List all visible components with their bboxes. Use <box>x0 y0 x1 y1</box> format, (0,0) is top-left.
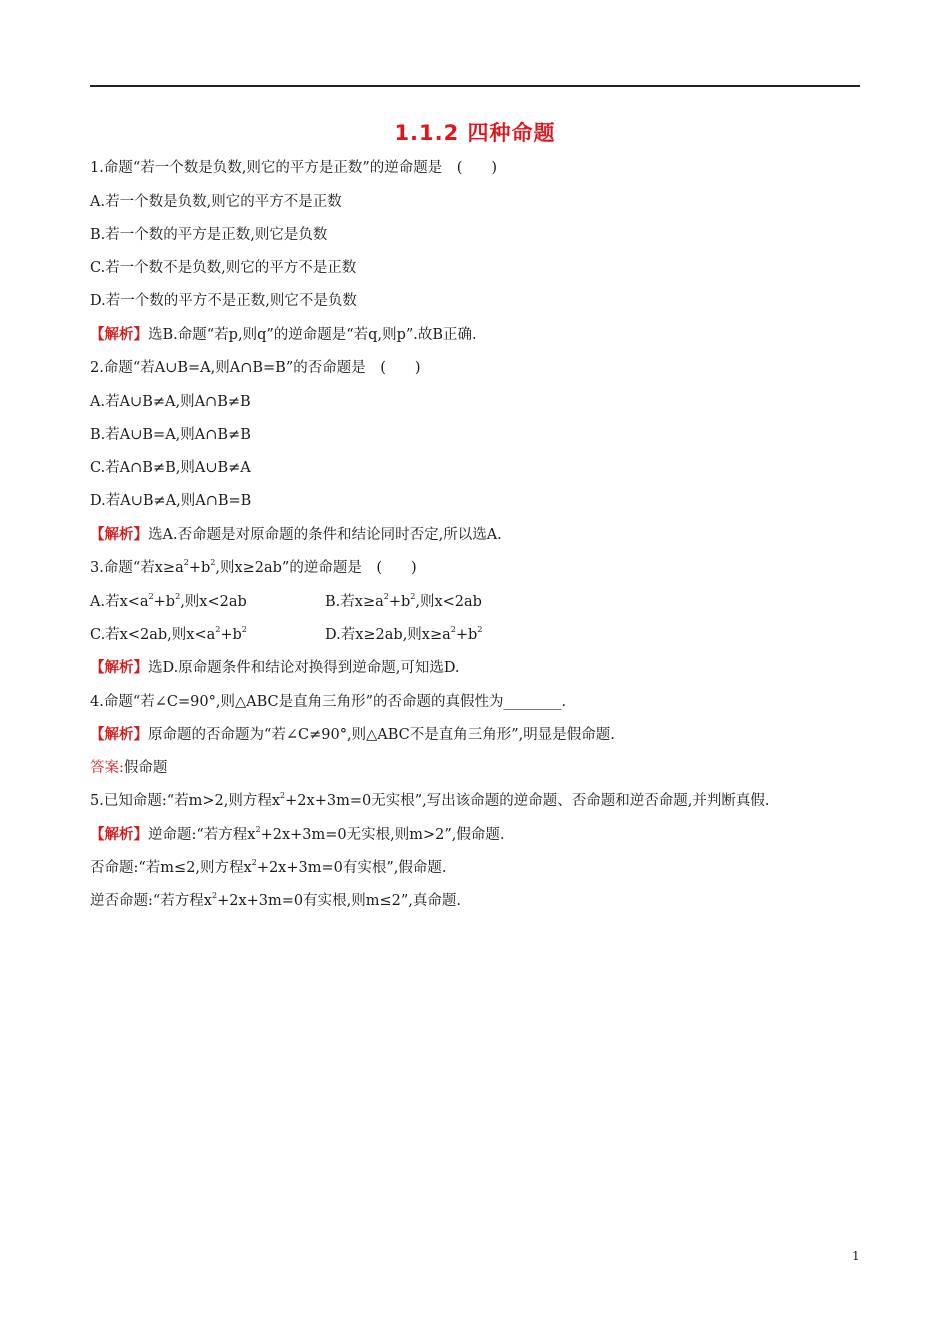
analysis-text: 选A.否命题是对原命题的条件和结论同时否定,所以选A. <box>148 527 502 543</box>
analysis-tag: 【解析】 <box>90 726 148 743</box>
q3-option-a: A.若$x<a^2+b^2$,则x<2ab <box>90 592 247 610</box>
analysis-tag: 【解析】 <box>90 326 148 343</box>
analysis-text: 原命题的否命题为“若∠C≠90°,则△ABC不是直角三角形”,明显是假命题. <box>148 727 615 743</box>
header-rule <box>90 85 860 87</box>
q3-option-b: B.若$x\ge a^2+b^2$,则x<2ab <box>325 592 482 610</box>
q5-analysis: 【解析】逆命题:“若方程$x^2+2x+3m=0$无实根,则m>2”,假命题. <box>90 825 505 843</box>
answer-text: 假命题 <box>123 760 168 776</box>
q1-option-d: D.若一个数的平方不是正数,则它不是负数 <box>90 293 357 309</box>
analysis-tag: 【解析】 <box>90 526 148 543</box>
q2-analysis <box>90 525 502 545</box>
page-number: 1 <box>852 1249 860 1263</box>
q2-option-a: A.若A∪B≠A,则A∩B≠B <box>90 394 251 410</box>
analysis-text: 选D.原命题条件和结论对换得到逆命题,可知选D. <box>148 660 460 676</box>
q3-analysis <box>90 658 460 678</box>
q1-option-b: B.若一个数的平方是正数,则它是负数 <box>90 227 328 243</box>
q5-inverse: 否命题:“若m≤2,则方程$x^2+2x+3m=0$有实根”,假命题. <box>90 858 447 876</box>
answer-tag: 答案: <box>90 760 124 776</box>
q3-option-d: D.若x≥2ab,则$x\ge a^2+b^2$ <box>325 625 483 643</box>
q1-option-c: C.若一个数不是负数,则它的平方不是正数 <box>90 260 357 276</box>
q2-option-b: B.若A∪B=A,则A∩B≠B <box>90 427 251 443</box>
analysis-text: 选B.命题“若p,则q”的逆命题是“若q,则p”.故B正确. <box>148 327 477 343</box>
q3-options-row1 <box>90 592 247 612</box>
q4-stem: 4.命题“若∠C=90°,则△ABC是直角三角形”的否命题的真假性为________. <box>90 694 567 710</box>
q1-analysis <box>90 325 477 345</box>
page-title: 1.1.2 四种命题 <box>394 121 556 145</box>
analysis-tag: 【解析】 <box>90 659 148 676</box>
q4-analysis <box>90 725 615 745</box>
q2-option-d: D.若A∪B≠A,则A∩B=B <box>90 493 252 509</box>
analysis-tag: 【解析】 <box>90 826 148 843</box>
q4-answer <box>90 758 167 778</box>
q2-stem: 2.命题“若A∪B=A,则A∩B=B”的否命题是 ( ) <box>90 360 421 376</box>
q3-option-c: C.若x<2ab,则$x<a^2+b^2$ <box>90 625 247 643</box>
q3-stem: 3.命题“若$x\ge a^2+b^2$,则x≥2ab”的逆命题是 ( ) <box>90 558 417 576</box>
q5-contrapositive: 逆否命题:“若方程$x^2+2x+3m=0$有实根,则m≤2”,真命题. <box>90 891 461 909</box>
q5-stem: 5.已知命题:“若m>2,则方程$x^2+2x+3m=0$无实根”,写出该命题的逆命题、否命题和逆否命题,并判断真假. <box>90 791 770 809</box>
q2-option-c: C.若A∩B≠B,则A∪B≠A <box>90 460 251 476</box>
q1-stem: 1.命题“若一个数是负数,则它的平方是正数”的逆命题是 ( ) <box>90 160 498 176</box>
q1-option-a: A.若一个数是负数,则它的平方不是正数 <box>90 194 342 210</box>
